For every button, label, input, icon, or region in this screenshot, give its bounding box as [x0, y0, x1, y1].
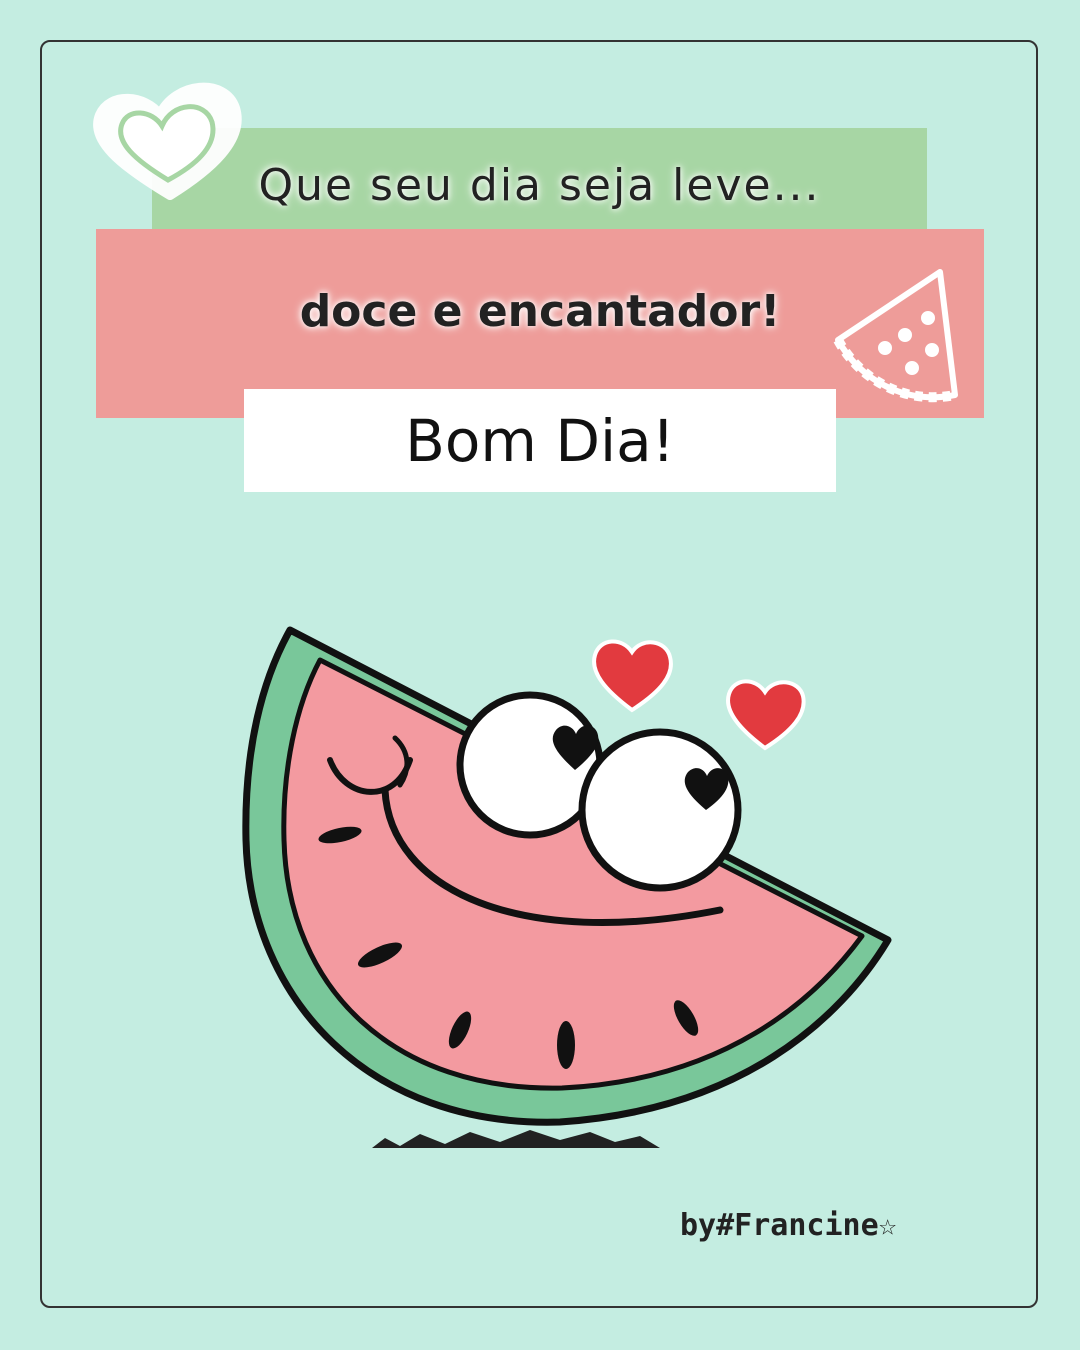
message-line-2: doce e encantador!: [299, 286, 781, 337]
heart-icon: [594, 641, 804, 748]
watermelon-slice-icon: [838, 272, 955, 397]
message-line-1: Que seu dia seja leve...: [258, 160, 821, 211]
heart-outline-icon: [98, 88, 237, 195]
signature: by#Francine☆: [680, 1208, 897, 1243]
greeting-text: Bom Dia!: [405, 406, 675, 475]
